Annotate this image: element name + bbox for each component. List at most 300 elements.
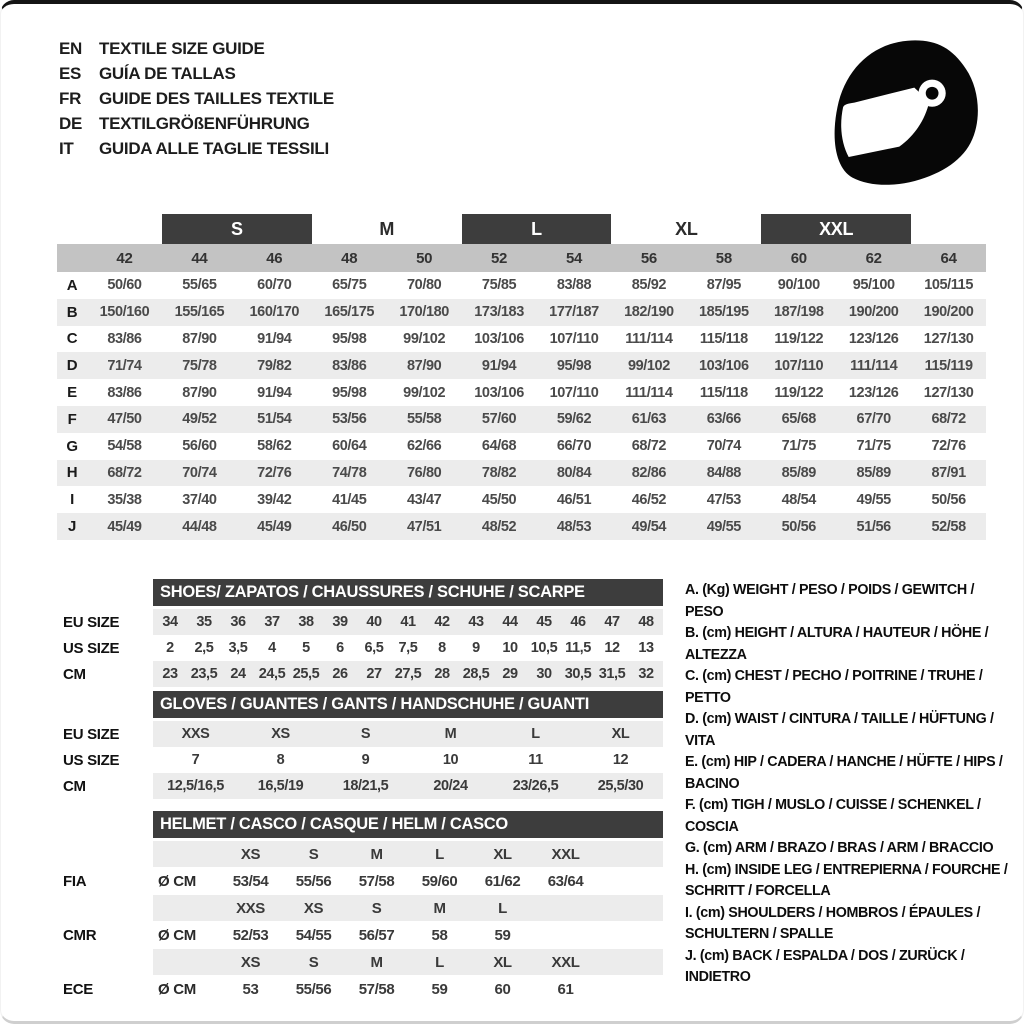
- table-cell: 55/58: [407, 411, 442, 428]
- table-cell: 61/63: [631, 411, 667, 428]
- table-cell: 46/51: [556, 491, 592, 508]
- size-cell: 29: [502, 666, 518, 682]
- row-letter: B: [66, 303, 78, 321]
- legend-item: G. (cm) ARM / BRAZO / BRAS / ARM / BRACCIO: [685, 840, 994, 856]
- size-cell: 27: [366, 666, 382, 682]
- table-cell: 35/38: [107, 491, 142, 508]
- size-cell: 28,5: [462, 666, 490, 682]
- row-values: [153, 922, 663, 948]
- table-row: [57, 513, 986, 540]
- table-cell: 123/126: [848, 384, 899, 401]
- table-cell: 59/62: [556, 411, 592, 428]
- table-cell: 75/78: [182, 357, 217, 374]
- header-spacer: [63, 811, 153, 838]
- table-cell: 107/110: [549, 330, 599, 347]
- table-cell: 119/122: [774, 384, 824, 401]
- table-cell: 71/75: [781, 438, 816, 455]
- size-label-cell: M: [433, 899, 446, 917]
- table-cell: 54/58: [107, 438, 142, 455]
- table-cell: 46/52: [631, 491, 667, 508]
- gloves-size-table: [63, 691, 663, 799]
- row-label: EU SIZE: [63, 725, 120, 743]
- size-band-m: M: [379, 218, 395, 239]
- column-header: 60: [790, 249, 807, 267]
- language-row: [59, 111, 334, 136]
- textile-rows: [57, 272, 986, 540]
- table-cell: 67/70: [856, 411, 891, 428]
- size-band-row: [57, 214, 986, 244]
- size-cell: 59: [494, 926, 511, 944]
- language-code: EN: [59, 38, 83, 58]
- row-values: [153, 661, 663, 687]
- size-cell: 36: [230, 614, 246, 630]
- filler: [597, 841, 663, 867]
- size-cell: 38: [298, 614, 314, 630]
- table-cell: 45/50: [481, 491, 517, 508]
- table-cell: 115/118: [699, 330, 748, 347]
- size-cell: 12,5/16,5: [167, 778, 224, 794]
- table-row: [57, 460, 986, 487]
- table-cell: 185/195: [699, 304, 749, 321]
- table-cell: 65/75: [332, 277, 367, 294]
- row-letter: H: [66, 464, 78, 482]
- table-cell: 45/49: [107, 518, 142, 535]
- band-corner-spacer: [57, 214, 87, 244]
- filler: [597, 922, 663, 948]
- table-row: [57, 299, 986, 326]
- table-cell: 70/74: [706, 438, 741, 455]
- header-spacer: [63, 579, 153, 606]
- table-cell: 177/187: [549, 304, 599, 321]
- size-cell: 52/53: [232, 926, 269, 944]
- table-cell: 70/74: [182, 464, 217, 481]
- language-code: ES: [59, 63, 82, 83]
- row-values: [153, 895, 663, 921]
- table-cell: 57/60: [481, 411, 517, 428]
- language-row: [59, 86, 334, 111]
- table-cell: 87/90: [182, 330, 217, 347]
- band-gap: [911, 214, 986, 244]
- table-cell: 49/55: [856, 491, 891, 508]
- column-header: 62: [865, 249, 882, 267]
- table-cell: 64/68: [481, 438, 517, 455]
- header-spacer: [63, 691, 153, 718]
- size-cell: 54/55: [295, 926, 332, 944]
- size-label-cell: M: [370, 953, 383, 971]
- table-cell: 68/72: [107, 464, 142, 481]
- measurement-legend: [685, 580, 1013, 989]
- size-cell: 32: [638, 666, 654, 682]
- legend-item: E. (cm) HIP / CADERA / HANCHE / HÜFTE / HIPS / BACINO: [685, 754, 1003, 792]
- table-cell: 53/56: [332, 411, 367, 428]
- table-cell: 127/130: [923, 384, 974, 401]
- size-cell: 27,5: [394, 666, 422, 682]
- table-cell: 41/45: [332, 491, 367, 508]
- table-cell: 47/51: [407, 518, 442, 535]
- table-cell: 60/64: [332, 438, 367, 455]
- table-cell: 60/70: [257, 277, 292, 294]
- gloves-row: [63, 773, 663, 799]
- helmet-value-row: [63, 976, 663, 1002]
- table-cell: 48/54: [781, 491, 816, 508]
- helmet-size-table: [63, 811, 663, 1003]
- column-header: 58: [715, 249, 732, 267]
- table-cell: 87/90: [182, 384, 217, 401]
- table-cell: 111/114: [625, 330, 673, 347]
- column-header: 56: [640, 249, 657, 267]
- standard-label: FIA: [63, 872, 87, 890]
- table-cell: 51/54: [257, 411, 292, 428]
- row-label: EU SIZE: [63, 613, 120, 631]
- table-cell: 63/66: [706, 411, 741, 428]
- size-cell: 31,5: [598, 666, 626, 682]
- size-cell: 23: [162, 666, 178, 682]
- gloves-row: [63, 747, 663, 773]
- column-header-row: [57, 244, 986, 272]
- guide-title: GUIDA ALLE TAGLIE TESSILI: [99, 138, 329, 158]
- table-cell: 87/95: [706, 277, 741, 294]
- table-cell: 50/60: [107, 277, 142, 294]
- size-cell: XL: [611, 726, 630, 742]
- size-label-cell: XXS: [236, 899, 265, 917]
- helmet-size-row: [63, 841, 663, 867]
- size-cell: 23,5: [190, 666, 218, 682]
- table-cell: 49/52: [182, 411, 217, 428]
- table-cell: 160/170: [249, 304, 300, 321]
- table-cell: 107/110: [774, 357, 824, 374]
- size-cell: M: [444, 726, 457, 742]
- size-cell: 53: [242, 980, 259, 998]
- standard-label: ECE: [63, 980, 93, 998]
- table-cell: 66/70: [556, 438, 592, 455]
- table-cell: 51/56: [856, 518, 891, 535]
- size-cell: 10: [442, 752, 459, 768]
- table-row: [57, 379, 986, 406]
- size-cell: 60: [494, 980, 511, 998]
- size-cell: 55/56: [295, 872, 332, 890]
- table-cell: 190/200: [923, 304, 974, 321]
- table-cell: 68/72: [631, 438, 667, 455]
- table-cell: 83/86: [107, 384, 142, 401]
- table-cell: 85/89: [781, 464, 816, 481]
- table-cell: 187/198: [773, 304, 824, 321]
- size-cell: 30,5: [564, 666, 592, 682]
- row-label: [63, 841, 153, 867]
- unit-label: Ø CM: [158, 872, 196, 890]
- unit-spacer: [153, 949, 219, 975]
- size-cell: 37: [264, 614, 280, 630]
- table-cell: 49/54: [631, 518, 667, 535]
- table-cell: 74/78: [332, 464, 367, 481]
- size-label-cell: S: [371, 899, 382, 917]
- size-label-cell: XS: [240, 845, 261, 863]
- legend-item: I. (cm) SHOULDERS / HOMBROS / ÉPAULES / SCHULTERN / SPALLE: [685, 904, 981, 942]
- legend-item: J. (cm) BACK / ESPALDA / DOS / ZURÜCK / INDIETRO: [685, 947, 965, 985]
- table-cell: 65/68: [781, 411, 816, 428]
- row-values: [153, 635, 663, 661]
- corner-cell: [57, 244, 87, 272]
- guide-title: TEXTILE SIZE GUIDE: [99, 38, 265, 58]
- table-cell: 50/56: [781, 518, 816, 535]
- filler: [597, 895, 663, 921]
- size-band-xxl: XXL: [761, 214, 911, 244]
- size-cell: 24,5: [258, 666, 286, 682]
- size-cell: 34: [162, 614, 178, 630]
- table-cell: 47/53: [706, 491, 741, 508]
- shoes-row: [63, 661, 663, 687]
- row-letter: C: [66, 330, 78, 348]
- size-cell: 28: [434, 666, 450, 682]
- size-cell: 7: [191, 752, 200, 768]
- size-band-xl: XL: [675, 218, 698, 239]
- table-cell: 95/98: [332, 330, 367, 347]
- row-values: [153, 609, 663, 635]
- table-cell: 68/72: [931, 411, 966, 428]
- table-cell: 52/58: [931, 518, 966, 535]
- table-cell: 103/106: [474, 330, 524, 347]
- column-header: 50: [416, 249, 433, 267]
- unit-label: Ø CM: [158, 926, 196, 944]
- size-cell: 20/24: [433, 778, 468, 794]
- shoes-size-table: [63, 579, 663, 687]
- size-cell: 61: [557, 980, 574, 998]
- size-label-cell: XS: [303, 899, 324, 917]
- size-cell: 10: [502, 640, 518, 656]
- row-letter: G: [66, 437, 78, 455]
- row-letter: E: [67, 384, 77, 402]
- size-cell: 61/62: [484, 872, 521, 890]
- size-cell: 6,5: [364, 640, 384, 656]
- row-label: US SIZE: [63, 639, 120, 657]
- table-row: [57, 486, 986, 513]
- unit-spacer: [153, 841, 219, 867]
- size-cell: 13: [638, 640, 654, 656]
- gloves-header-row: [63, 691, 663, 718]
- size-cell: 63/64: [547, 872, 584, 890]
- table-cell: 45/49: [257, 518, 292, 535]
- row-letter: D: [66, 357, 78, 375]
- table-cell: 165/175: [324, 304, 375, 321]
- size-cell: 59/60: [421, 872, 458, 890]
- helmet-value-row: [63, 922, 663, 948]
- table-cell: 99/102: [403, 384, 446, 401]
- size-cell: 53/54: [232, 872, 269, 890]
- table-cell: 48/53: [556, 518, 592, 535]
- row-values: [153, 721, 663, 747]
- table-cell: 115/119: [924, 357, 973, 374]
- language-row: [59, 136, 334, 161]
- column-header: 52: [491, 249, 508, 267]
- table-cell: 37/40: [182, 491, 217, 508]
- size-label-cell: XS: [240, 953, 261, 971]
- table-cell: 71/75: [856, 438, 891, 455]
- shoes-row: [63, 609, 663, 635]
- size-cell: 7,5: [398, 640, 418, 656]
- guide-title: TEXTILGRÖßENFÜHRUNG: [99, 113, 310, 133]
- legend-item: H. (cm) INSIDE LEG / ENTREPIERNA / FOURCHE / SCHRITT / FORCELLA: [685, 861, 1008, 899]
- size-cell: 40: [366, 614, 382, 630]
- table-cell: 71/74: [107, 357, 142, 374]
- table-cell: 48/52: [481, 518, 517, 535]
- table-cell: 190/200: [848, 304, 899, 321]
- size-cell: 9: [472, 640, 480, 656]
- standard-label: CMR: [63, 926, 97, 944]
- size-label-cell: XL: [493, 953, 512, 971]
- size-cell: 46: [570, 614, 586, 630]
- table-cell: 56/60: [182, 438, 217, 455]
- table-cell: 70/80: [407, 277, 442, 294]
- size-cell: 55/56: [295, 980, 332, 998]
- row-label: [63, 895, 153, 921]
- legend-item: A. (Kg) WEIGHT / PESO / POIDS / GEWITCH / PESO: [685, 582, 975, 620]
- size-cell: 11: [528, 752, 543, 768]
- textile-size-table: [57, 214, 986, 540]
- size-cell: 4: [268, 640, 276, 656]
- table-cell: 39/42: [257, 491, 292, 508]
- table-cell: 95/98: [556, 357, 592, 374]
- size-cell: 39: [332, 614, 348, 630]
- size-cell: 30: [536, 666, 552, 682]
- size-cell: XS: [271, 726, 290, 742]
- language-code: FR: [59, 88, 82, 108]
- language-title-list: [59, 36, 334, 161]
- row-letter: I: [70, 491, 74, 509]
- row-letter: F: [67, 410, 77, 428]
- table-cell: 43/47: [407, 491, 442, 508]
- size-label-cell: L: [498, 899, 507, 917]
- table-row: [57, 272, 986, 299]
- size-cell: 45: [536, 614, 552, 630]
- table-cell: 44/48: [182, 518, 217, 535]
- table-cell: 105/115: [924, 277, 974, 294]
- size-cell: 11,5: [565, 640, 591, 656]
- table-cell: 127/130: [923, 330, 974, 347]
- language-code: DE: [59, 113, 83, 133]
- size-cell: 9: [361, 752, 370, 768]
- shoes-title: SHOES/ ZAPATOS / CHAUSSURES / SCHUHE / SCARPE: [153, 579, 663, 606]
- size-cell: 25,5/30: [597, 778, 644, 794]
- size-cell: 47: [604, 614, 620, 630]
- size-cell: 23/26,5: [512, 778, 559, 794]
- table-cell: 58/62: [257, 438, 292, 455]
- size-cell: 6: [336, 640, 344, 656]
- table-row: [57, 326, 986, 353]
- helmet-value-row: [63, 868, 663, 894]
- size-cell: 56/57: [358, 926, 395, 944]
- row-values: [153, 841, 663, 867]
- size-cell: 8: [438, 640, 446, 656]
- filler: [597, 976, 663, 1002]
- size-cell: 48: [638, 614, 654, 630]
- helmet-size-row: [63, 949, 663, 975]
- size-cell: 35: [196, 614, 212, 630]
- table-cell: 80/84: [556, 464, 592, 481]
- legend-item: C. (cm) CHEST / PECHO / POITRINE / TRUHE / PETTO: [685, 668, 983, 706]
- table-row: [57, 406, 986, 433]
- row-label: US SIZE: [63, 751, 120, 769]
- guide-title: GUÍA DE TALLAS: [99, 63, 236, 83]
- table-cell: 115/118: [699, 384, 748, 401]
- language-row: [59, 61, 334, 86]
- size-cell: L: [531, 726, 540, 742]
- size-label-cell: XL: [493, 845, 512, 863]
- size-cell: 2: [166, 640, 174, 656]
- row-label: CM: [63, 665, 86, 683]
- table-cell: 82/86: [631, 464, 667, 481]
- unit-label: Ø CM: [158, 980, 196, 998]
- gloves-title: GLOVES / GUANTES / GANTS / HANDSCHUHE / GUANTI: [153, 691, 663, 718]
- table-cell: 99/102: [403, 330, 446, 347]
- size-label-cell: L: [435, 845, 444, 863]
- table-cell: 85/89: [856, 464, 891, 481]
- size-cell: 3,5: [228, 640, 248, 656]
- helmet-title: HELMET / CASCO / CASQUE / HELM / CASCO: [153, 811, 663, 838]
- size-cell: 57/58: [358, 872, 395, 890]
- column-header: 54: [565, 249, 583, 267]
- guide-title: GUIDE DES TAILLES TEXTILE: [99, 88, 334, 108]
- column-header: 48: [341, 249, 358, 267]
- size-label-cell: XXL: [551, 953, 580, 971]
- size-cell: XXS: [181, 726, 210, 742]
- table-cell: 85/92: [631, 277, 667, 294]
- table-cell: 111/114: [850, 357, 898, 374]
- table-cell: 50/56: [931, 491, 966, 508]
- size-band-l: L: [462, 214, 612, 244]
- size-cell: 59: [431, 980, 448, 998]
- table-cell: 182/190: [624, 304, 674, 321]
- size-label-cell: S: [308, 845, 319, 863]
- table-cell: 46/50: [332, 518, 367, 535]
- table-cell: 75/85: [481, 277, 517, 294]
- size-cell: 44: [502, 614, 518, 630]
- size-cell: 42: [434, 614, 450, 630]
- row-values: [153, 747, 663, 773]
- size-cell: 16,5/19: [257, 778, 304, 794]
- table-cell: 47/50: [107, 411, 142, 428]
- table-cell: 170/180: [399, 304, 449, 321]
- row-values: [153, 976, 663, 1002]
- row-values: [153, 773, 663, 799]
- size-label-cell: [534, 895, 597, 921]
- table-cell: 55/65: [182, 277, 217, 294]
- size-cell: 8: [276, 752, 285, 768]
- row-letter: J: [67, 518, 77, 536]
- size-cell: [534, 922, 597, 948]
- table-cell: 103/106: [699, 357, 749, 374]
- column-header: 42: [116, 249, 133, 267]
- row-letter: A: [66, 276, 78, 294]
- table-cell: 95/98: [332, 384, 367, 401]
- table-row: [57, 352, 986, 379]
- size-cell: 12: [612, 752, 629, 768]
- size-cell: 25,5: [292, 666, 320, 682]
- table-cell: 95/100: [852, 277, 895, 294]
- row-values: [153, 868, 663, 894]
- helmet-size-row: [63, 895, 663, 921]
- shoes-row: [63, 635, 663, 661]
- table-cell: 155/165: [174, 304, 225, 321]
- legend-item: D. (cm) WAIST / CINTURA / TAILLE / HÜFTUNG / VITA: [685, 711, 994, 749]
- table-cell: 91/94: [481, 357, 517, 374]
- shoes-header-row: [63, 579, 663, 606]
- column-header: 46: [266, 249, 283, 267]
- size-band-s: S: [162, 214, 312, 244]
- table-cell: 90/100: [777, 277, 820, 294]
- size-cell: 26: [332, 666, 348, 682]
- size-cell: 2,5: [194, 640, 214, 656]
- table-cell: 150/160: [99, 304, 150, 321]
- size-cell: 41: [400, 614, 416, 630]
